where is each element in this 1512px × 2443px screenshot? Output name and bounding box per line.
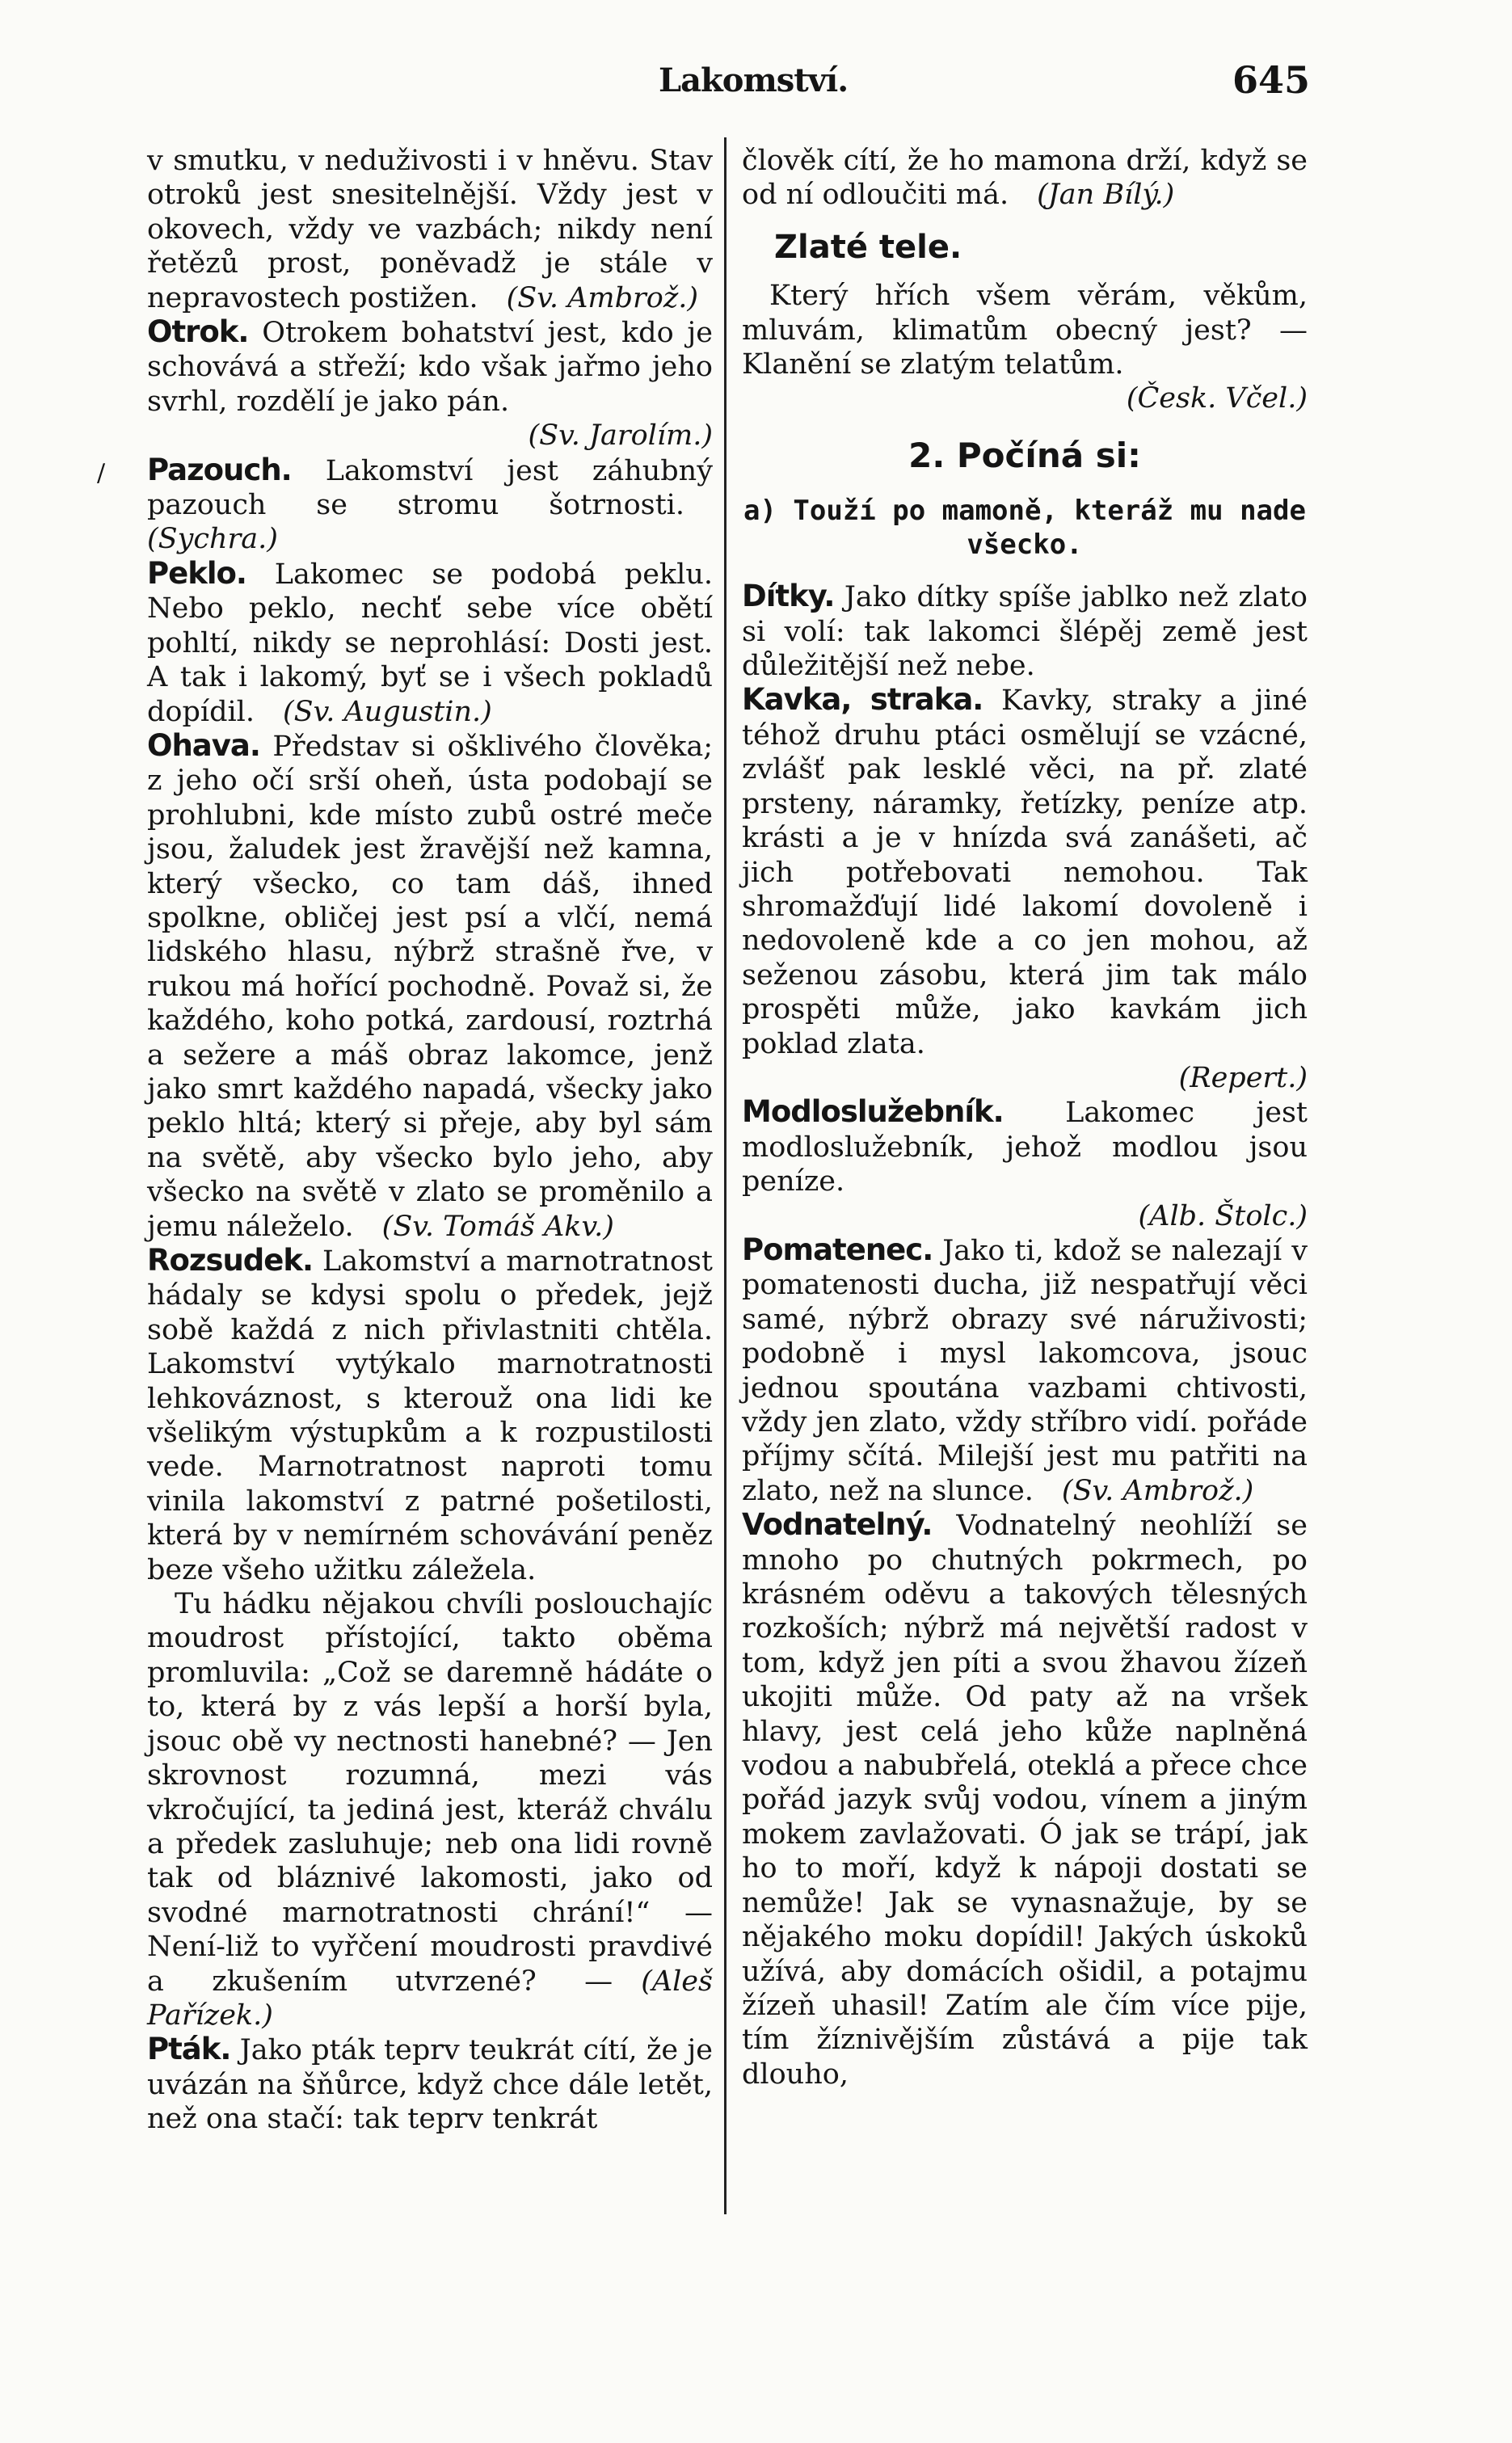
- running-header: [0, 50, 1512, 115]
- paragraph-text: Lakomství jest záhubný pazouch se stromu šotrnosti.: [147, 454, 713, 522]
- entry-keyword: Kavka, straka.: [742, 682, 983, 718]
- subsection-heading: a) Touží po mamoně, kteráž mu nade všecko.: [743, 495, 1306, 562]
- entry-paragraph: [147, 729, 713, 1244]
- entry-keyword: Vodnatelný.: [742, 1507, 933, 1543]
- citation: (Sv. Tomáš Akv.): [381, 1210, 614, 1243]
- entry-paragraph: [742, 683, 1308, 1095]
- citation: (Alb. Štolc.): [1138, 1199, 1308, 1232]
- paragraph-text: Lakomec jest modloslužebník, jehož modlou jsou peníze.: [742, 1097, 1308, 1198]
- citation: (Repert.): [1178, 1061, 1308, 1094]
- entry-keyword: Rozsudek.: [147, 1243, 314, 1278]
- text-paragraph: [147, 144, 713, 315]
- paragraph-text: Jako ti, kdož se nalezají v pomatenosti ducha, již nespatřují věci samé, nýbrž obrazy své náruživosti; podobně i mysl lakomcova, jsouc jednou spoutána vazbami chtivosti, vždy jen zlato, vždy stříbro vidí. pořáde příjmy sčítá. Milejší jest mu patřiti na zlato, než na slunce.: [742, 1234, 1308, 1507]
- paragraph-text: Lakomec se podobá peklu. Nebo peklo, nechť sebe více obětí pohltí, nikdy se neprohlásí: Dosti jest. A tak i lakomý, byť se i všech pokladů dopídil.: [147, 558, 713, 728]
- entry-paragraph: [147, 453, 713, 557]
- left-column: [147, 144, 713, 2137]
- entry-keyword: Otrok.: [147, 314, 249, 350]
- paragraph-text: Vodnatelný neohlíží se mnoho po chutných pokrmech, po krásném oděvu a takových tělesných rozkoších; nýbrž má největší radost v tom, když jen píti a svou žhavou žízeň ukojiti může. Od paty až na vršek hlavy, jest celá jeho kůže naplněná vodou a nabubřelá, oteklá a přece chce pořád jazyk svůj vodou, vínem a jiným mokem zavlažovati. Ó jak se trápí, jak ho to moří, když k nápoji dostati se nemůže! Jak se vynasnažuje, by se nějakého moku dopídil! Jakých úskoků užívá, aby domácích ošidil, a potajmu žízeň uhasil! Zatím ale čím více pije, tím žíznivějším zůstává a pije tak dlouho,: [742, 1510, 1308, 2091]
- entry-paragraph: [147, 1244, 713, 1587]
- entry-keyword: Pták.: [147, 2032, 231, 2067]
- entry-paragraph: [147, 315, 713, 453]
- entry-keyword: Ohava.: [147, 727, 260, 763]
- right-column: [742, 144, 1308, 2091]
- entry-paragraph: [147, 2032, 713, 2136]
- paragraph-text: Který hřích všem věrám, věkům, mluvám, klimatům obecný jest? — Klanění se zlatým telatům.: [742, 280, 1308, 381]
- entry-keyword: Dítky.: [742, 579, 835, 614]
- citation: (Jan Bílý.): [1037, 179, 1175, 212]
- text-paragraph: [147, 1587, 713, 2032]
- citation: (Sv. Augustin.): [283, 695, 492, 728]
- citation: (Aleš Pařízek.): [147, 1965, 713, 2032]
- paragraph-text: Otrokem bohatství jest, kdo je schovává a střeží; kdo však jařmo jeho svrhl, rozdělí je jako pán.: [147, 317, 713, 418]
- entry-keyword: Pazouch.: [147, 452, 292, 487]
- paragraph-text: Kavky, straky a jiné téhož druhu ptáci osmělují se vzácné, zvlášť pak lesklé věci, na př. zlaté prsteny, náramky, řetízky, peníze atp. krásti a je v hnízda svá zanášeti, ač jich potřebovati nemohou. Tak shromažďují lidé lakomí dovoleně i nedovoleně kde a co jen mohou, až seženou zásobu, která jim tak málo prospěti může, jako kavkám jich poklad zlata.: [742, 684, 1308, 1060]
- paragraph-text: Jako dítky spíše jablko než zlato si volí: tak lakomci šlépěj země jest důležitější než nebe.: [742, 581, 1308, 683]
- running-title: Lakomství.: [659, 61, 849, 99]
- entry-keyword: Pomatenec.: [742, 1232, 933, 1267]
- paragraph-text: Lakomství a marnotratnost hádaly se kdysi spolu o předek, jejž sobě každá z nich přivlastniti chtěla. Lakomství vytýkalo marnotratnosti lehkováznost, s kterouž ona lidi ke všelikým výstupkům a k rozpustilosti vede. Marnotratnost naproti tomu vinila lakomství z patrné pošetilosti, která by v nemírném schovávání peněz beze všeho užitku záležela.: [147, 1245, 713, 1586]
- entry-keyword: Peklo.: [147, 555, 246, 591]
- chapter-heading: 2. Počíná si:: [908, 435, 1141, 475]
- page-number: 645: [1232, 58, 1310, 102]
- citation: (Sv. Jarolím.): [528, 419, 713, 453]
- section-heading: Zlaté tele.: [774, 228, 962, 266]
- entry-paragraph: [742, 1233, 1308, 1508]
- column-rule: [724, 137, 727, 2214]
- entry-paragraph: [742, 1095, 1308, 1233]
- citation: (Sychra.): [147, 523, 278, 556]
- paragraph-text: v smutku, v neduživosti i v hněvu. Stav otroků jest snesitelnější. Vždy jest v okovech, vždy ve vazbách; nikdy není řetězů prost, poněvadž je stále v nepravostech postižen.: [147, 145, 713, 314]
- paragraph-text: Tu hádku nějakou chvíli poslouchajíc moudrost přístojící, takto oběma promluvila: „Což se daremně hádáte o to, která by z vás lepší a horší byla, jsouc obě vy nectnosti hanebné? — Jen skrovnost rozumná, mezi vás vkročující, ta jediná jest, kteráž chválu a předek zasluhuje; neb ona lidi rovně tak od bláznivé lakomosti, jako od svodné marnotratnosti chrání!“ — Není-liž to vyřčení moudrosti pravdivé a zkušením utvrzené? —: [147, 1588, 713, 1998]
- paragraph-text: Jako pták teprv teukrát cítí, že je uvázán na šňůrce, když chce dále letět, než ona stačí: tak teprv tenkrát: [147, 2034, 713, 2136]
- entry-keyword: Modloslužebník.: [742, 1094, 1004, 1130]
- paragraph-text: člověk cítí, že ho mamona drží, když se od ní odloučiti má.: [742, 145, 1308, 212]
- text-paragraph: [742, 279, 1308, 416]
- citation: (Sv. Ambrož.): [1061, 1474, 1254, 1507]
- entry-paragraph: [742, 579, 1308, 683]
- entry-paragraph: [147, 557, 713, 729]
- citation: (Sv. Ambrož.): [506, 281, 699, 314]
- margin-mark: /: [97, 459, 106, 487]
- text-paragraph: [742, 144, 1308, 213]
- citation: (Česk. Včel.): [1126, 382, 1308, 415]
- paragraph-text: Představ si ošklivého člověka; z jeho očí srší oheň, ústa podobají se prohlubni, kde místo zubů ostré meče jsou, žaludek jest žravější než kamna, který všecko, co tam dáš, ihned spolkne, obličej jest psí a vlčí, nemá lidského hlasu, nýbrž strašně řve, v rukou má hořící pochodně. Považ si, že každého, koho potká, zardousí, roztrhá a sežere a máš obraz lakomce, jenž jako smrt každého napadá, všecky jako peklo hltá; který si přeje, aby byl sám na světě, aby všecko bylo jeho, aby všecko na světě v zlato se proměnilo a jemu náleželo.: [147, 730, 713, 1243]
- entry-paragraph: [742, 1508, 1308, 2091]
